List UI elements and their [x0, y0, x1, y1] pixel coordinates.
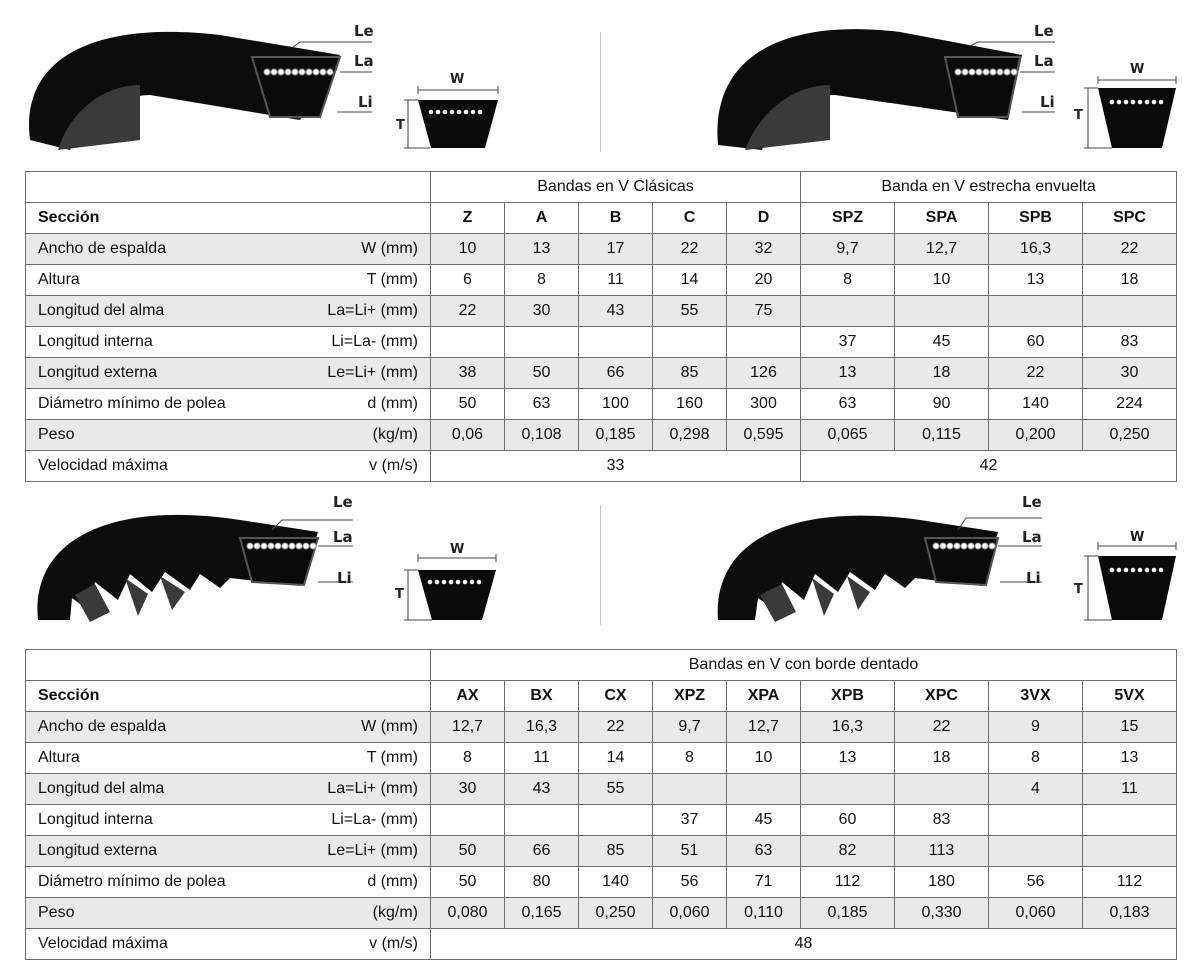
table-cell: [895, 774, 989, 805]
table-row: [26, 743, 1177, 774]
row-label-text: Diámetro mínimo de polea: [38, 873, 226, 890]
table-cell: 75: [727, 296, 801, 327]
section-label: Sección: [26, 203, 431, 234]
speed-value-narrow: 42: [801, 451, 1177, 482]
label-la: La: [354, 52, 374, 70]
table-cell: 22: [989, 358, 1083, 389]
table-cell: 10: [727, 743, 801, 774]
row-unit: T (mm): [366, 749, 418, 766]
table-cell: 55: [579, 774, 653, 805]
table-cell: 63: [505, 389, 579, 420]
row-unit: W (mm): [361, 718, 418, 735]
row-label: [26, 296, 431, 327]
table-cell: 22: [1083, 234, 1177, 265]
table-cell: 0,250: [1083, 420, 1177, 451]
table-cell: 43: [505, 774, 579, 805]
row-unit: (kg/m): [372, 904, 418, 921]
table-cell: 15: [1083, 712, 1177, 743]
label-la: La: [1034, 52, 1054, 70]
row-label: [26, 805, 431, 836]
table-cell: 300: [727, 389, 801, 420]
table-cell: 16,3: [505, 712, 579, 743]
label-t: T: [1074, 582, 1083, 597]
table-cell: 30: [1083, 358, 1177, 389]
table-cell: 50: [431, 867, 505, 898]
table-cell: 0,250: [579, 898, 653, 929]
table-row: [26, 358, 1177, 389]
row-label-text: Diámetro mínimo de polea: [38, 395, 226, 412]
table-cell: 45: [895, 327, 989, 358]
label-la: La: [333, 528, 353, 546]
label-t: T: [1074, 108, 1083, 123]
table-row: [26, 234, 1177, 265]
table-cell: [727, 774, 801, 805]
table-cell: 22: [579, 712, 653, 743]
row-unit: d (mm): [367, 873, 418, 890]
table-cell: 22: [653, 234, 727, 265]
row-label: [26, 743, 431, 774]
table-cell: [727, 327, 801, 358]
row-label-text: Longitud externa: [38, 364, 158, 381]
row-label-text: Altura: [38, 749, 80, 766]
table-cell: [579, 805, 653, 836]
row-label: [26, 774, 431, 805]
table-cell: 6: [431, 265, 505, 296]
table-row: [26, 296, 1177, 327]
table-cell: 63: [727, 836, 801, 867]
table-cell: 4: [989, 774, 1083, 805]
table-cell: 0,200: [989, 420, 1083, 451]
section-cell: D: [727, 203, 801, 234]
table-cell: 30: [505, 296, 579, 327]
label-t: T: [395, 587, 404, 602]
table-cell: [1083, 836, 1177, 867]
section-cell: 3VX: [989, 681, 1083, 712]
row-label: [26, 867, 431, 898]
table-cell: 0,060: [653, 898, 727, 929]
table-cell: 43: [579, 296, 653, 327]
label-w: W: [450, 542, 465, 557]
table-cell: 100: [579, 389, 653, 420]
label-le: Le: [354, 22, 374, 40]
table-cell: 10: [895, 265, 989, 296]
row-unit: T (mm): [366, 271, 418, 288]
table-cell: 8: [653, 743, 727, 774]
row-label: [26, 327, 431, 358]
row-label-text: Longitud externa: [38, 842, 158, 859]
table-cell: 0,060: [989, 898, 1083, 929]
table-cell: 50: [431, 836, 505, 867]
table-cell: 0,080: [431, 898, 505, 929]
table-cell: 8: [801, 265, 895, 296]
table-row: [26, 712, 1177, 743]
table-row: [26, 805, 1177, 836]
table-cell: 38: [431, 358, 505, 389]
row-label-text: Ancho de espalda: [38, 718, 167, 735]
table-cell: 55: [653, 296, 727, 327]
table-cell: 51: [653, 836, 727, 867]
row-label: [26, 265, 431, 296]
table-cell: 85: [653, 358, 727, 389]
section-cell: B: [579, 203, 653, 234]
table-cell: 45: [727, 805, 801, 836]
table-corner: [26, 650, 431, 681]
belt-illustration: [0, 490, 560, 630]
table-cell: [801, 296, 895, 327]
section-cell: XPA: [727, 681, 801, 712]
table-cell: 112: [801, 867, 895, 898]
row-unit: La=Li+ (mm): [327, 780, 418, 797]
label-le: Le: [1022, 493, 1042, 511]
table-cell: 22: [895, 712, 989, 743]
speed-row: [26, 929, 1177, 960]
speed-row: [26, 451, 1177, 482]
table-cell: 90: [895, 389, 989, 420]
table-cell: 66: [505, 836, 579, 867]
table-cell: 80: [505, 867, 579, 898]
table-cell: [989, 805, 1083, 836]
section-cell: Z: [431, 203, 505, 234]
table-row: [26, 265, 1177, 296]
table-cell: 0,165: [505, 898, 579, 929]
row-unit: v (m/s): [369, 935, 418, 952]
table-cell: [1083, 296, 1177, 327]
table-row: [26, 836, 1177, 867]
section-cell: SPB: [989, 203, 1083, 234]
table-cell: 11: [1083, 774, 1177, 805]
table-cell: 20: [727, 265, 801, 296]
table-cell: 8: [505, 265, 579, 296]
row-label-text: Velocidad máxima: [38, 457, 168, 474]
table-cell: 126: [727, 358, 801, 389]
label-w: W: [450, 72, 465, 87]
speed-value-classic: 33: [431, 451, 801, 482]
section-cell: CX: [579, 681, 653, 712]
table-cell: 60: [801, 805, 895, 836]
row-label: [26, 836, 431, 867]
table-cell: 224: [1083, 389, 1177, 420]
table-cell: 180: [895, 867, 989, 898]
table-cell: 82: [801, 836, 895, 867]
table-cell: 60: [989, 327, 1083, 358]
table-cell: 11: [505, 743, 579, 774]
table-cell: 71: [727, 867, 801, 898]
spec-table-classic: [25, 171, 1177, 482]
row-label: [26, 234, 431, 265]
row-unit: La=Li+ (mm): [327, 302, 418, 319]
table-cell: 63: [801, 389, 895, 420]
table-cell: 0,115: [895, 420, 989, 451]
row-label: [26, 929, 431, 960]
section-cell: SPA: [895, 203, 989, 234]
label-li: Li: [1026, 569, 1041, 587]
table-cell: 13: [989, 265, 1083, 296]
row-unit: W (mm): [361, 240, 418, 257]
table-corner: [26, 172, 431, 203]
table-cell: 16,3: [801, 712, 895, 743]
table-cell: 140: [989, 389, 1083, 420]
table-cell: 10: [431, 234, 505, 265]
table-cell: 0,185: [579, 420, 653, 451]
diagram-narrow-belt: [700, 0, 1200, 160]
row-label: [26, 898, 431, 929]
table-cell: 83: [895, 805, 989, 836]
table-cell: [431, 327, 505, 358]
label-le: Le: [333, 493, 353, 511]
table-cell: 9,7: [653, 712, 727, 743]
table-cell: 17: [579, 234, 653, 265]
table-cell: [801, 774, 895, 805]
label-la: La: [1022, 528, 1042, 546]
belt-illustration: [700, 0, 1200, 160]
table-cell: 13: [801, 743, 895, 774]
speed-value: 48: [431, 929, 1177, 960]
table-cell: 85: [579, 836, 653, 867]
table-cell: 66: [579, 358, 653, 389]
section-cell: SPC: [1083, 203, 1177, 234]
table-cell: [653, 327, 727, 358]
table-cell: 50: [431, 389, 505, 420]
section-cell: XPB: [801, 681, 895, 712]
table-cell: 13: [505, 234, 579, 265]
table-row: [26, 898, 1177, 929]
section-header-row: [26, 203, 1177, 234]
table-cell: 0,330: [895, 898, 989, 929]
row-label-text: Altura: [38, 271, 80, 288]
label-le: Le: [1034, 22, 1054, 40]
row-label-text: Longitud interna: [38, 811, 153, 828]
row-label-text: Peso: [38, 426, 75, 443]
table-row: [26, 774, 1177, 805]
table-cell: 56: [989, 867, 1083, 898]
divider: [600, 505, 601, 625]
group-header-classic: Bandas en V Clásicas: [431, 172, 801, 203]
row-label-text: Longitud interna: [38, 333, 153, 350]
row-label-text: Longitud del alma: [38, 780, 165, 797]
group-header-narrow: Banda en V estrecha envuelta: [801, 172, 1177, 203]
table-cell: 8: [989, 743, 1083, 774]
belt-illustration: [700, 490, 1200, 630]
table-cell: 13: [801, 358, 895, 389]
table-cell: 14: [653, 265, 727, 296]
table-cell: 8: [431, 743, 505, 774]
diagram-cogged-narrow-belt: [700, 490, 1200, 630]
table-cell: 50: [505, 358, 579, 389]
row-unit: Li=La- (mm): [331, 811, 418, 828]
label-li: Li: [337, 569, 352, 587]
table-cell: [895, 296, 989, 327]
row-label-text: Peso: [38, 904, 75, 921]
section-header-row: [26, 681, 1177, 712]
table-cell: 0,183: [1083, 898, 1177, 929]
table-cell: [653, 774, 727, 805]
table-cell: 9: [989, 712, 1083, 743]
table-cell: 0,06: [431, 420, 505, 451]
table-cell: [505, 327, 579, 358]
row-unit: d (mm): [367, 395, 418, 412]
section-label: Sección: [26, 681, 431, 712]
row-label: [26, 712, 431, 743]
section-cell: SPZ: [801, 203, 895, 234]
section-cell: XPC: [895, 681, 989, 712]
row-label-text: Ancho de espalda: [38, 240, 167, 257]
row-unit: Li=La- (mm): [331, 333, 418, 350]
table-cell: 37: [653, 805, 727, 836]
row-label: [26, 389, 431, 420]
table-cell: 18: [895, 743, 989, 774]
table-cell: 12,7: [727, 712, 801, 743]
table-cell: 14: [579, 743, 653, 774]
divider: [600, 32, 601, 152]
table-cell: [989, 296, 1083, 327]
diagram-classic-belt: [0, 0, 560, 160]
belt-illustration: [0, 0, 560, 160]
table-row: [26, 867, 1177, 898]
row-unit: v (m/s): [369, 457, 418, 474]
group-header-cogged: Bandas en V con borde dentado: [431, 650, 1177, 681]
table-cell: 113: [895, 836, 989, 867]
section-cell: XPZ: [653, 681, 727, 712]
section-cell: C: [653, 203, 727, 234]
table-cell: 12,7: [431, 712, 505, 743]
spec-table-cogged: [25, 649, 1177, 960]
table-cell: 37: [801, 327, 895, 358]
row-label: [26, 358, 431, 389]
table-cell: 18: [1083, 265, 1177, 296]
table-row: [26, 420, 1177, 451]
row-unit: Le=Li+ (mm): [327, 364, 418, 381]
table-cell: 0,298: [653, 420, 727, 451]
label-li: Li: [358, 93, 373, 111]
row-label-text: Longitud del alma: [38, 302, 165, 319]
table-cell: 0,065: [801, 420, 895, 451]
section-cell: 5VX: [1083, 681, 1177, 712]
table-cell: 83: [1083, 327, 1177, 358]
table-cell: 30: [431, 774, 505, 805]
table-cell: 12,7: [895, 234, 989, 265]
table-cell: 22: [431, 296, 505, 327]
row-label: [26, 451, 431, 482]
diagram-cogged-belt: [0, 490, 560, 630]
table-cell: 0,185: [801, 898, 895, 929]
table-cell: [989, 836, 1083, 867]
table-cell: [505, 805, 579, 836]
table-cell: 9,7: [801, 234, 895, 265]
table-cell: [579, 327, 653, 358]
table-cell: 0,595: [727, 420, 801, 451]
table-cell: 160: [653, 389, 727, 420]
table-cell: 0,108: [505, 420, 579, 451]
table-cell: 32: [727, 234, 801, 265]
section-cell: AX: [431, 681, 505, 712]
table-cell: 11: [579, 265, 653, 296]
label-li: Li: [1040, 93, 1055, 111]
row-label-text: Velocidad máxima: [38, 935, 168, 952]
label-t: T: [396, 118, 405, 133]
table-cell: [1083, 805, 1177, 836]
table-cell: 140: [579, 867, 653, 898]
section-cell: BX: [505, 681, 579, 712]
row-unit: (kg/m): [372, 426, 418, 443]
table-cell: 0,110: [727, 898, 801, 929]
table-cell: 112: [1083, 867, 1177, 898]
table-row: [26, 327, 1177, 358]
section-cell: A: [505, 203, 579, 234]
table-cell: 18: [895, 358, 989, 389]
table-cell: 13: [1083, 743, 1177, 774]
label-w: W: [1130, 530, 1145, 545]
table-cell: [431, 805, 505, 836]
label-w: W: [1130, 62, 1145, 77]
table-cell: 16,3: [989, 234, 1083, 265]
row-unit: Le=Li+ (mm): [327, 842, 418, 859]
table-cell: 56: [653, 867, 727, 898]
table-row: [26, 389, 1177, 420]
row-label: [26, 420, 431, 451]
